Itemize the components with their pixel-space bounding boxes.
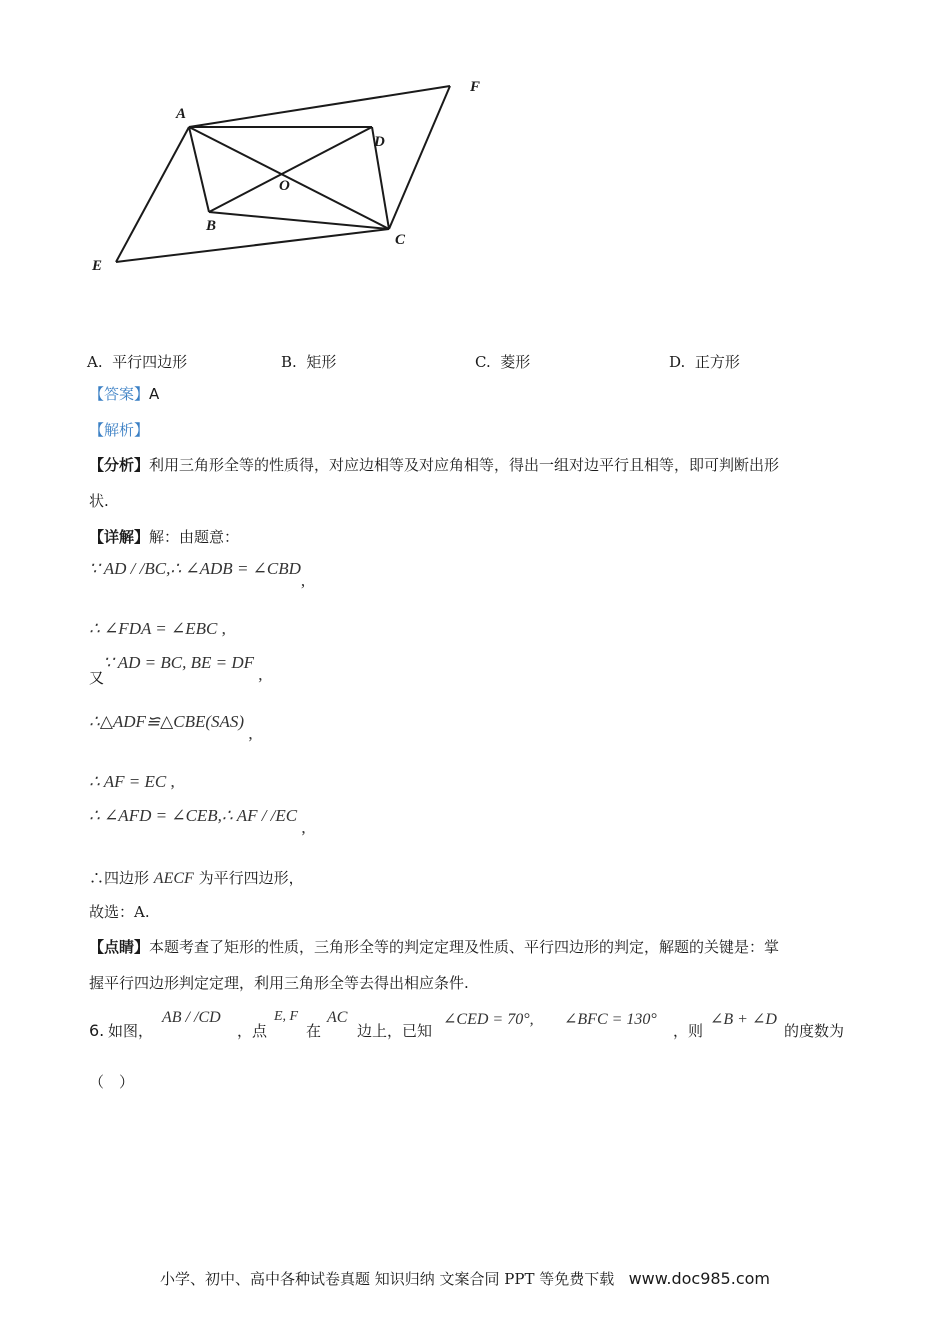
option-d: D. 正方形 <box>669 353 740 371</box>
q6-math-1: AB / /CD <box>162 1009 221 1026</box>
label-b: B <box>206 218 217 234</box>
q6-answer-paren: （ ） <box>89 1073 135 1091</box>
segment-fc <box>389 86 450 229</box>
segment-af <box>189 86 450 127</box>
detail-line: 【详解】解：由题意： <box>89 528 240 546</box>
step-1: ∵ AD / /BC,∴ ∠ADB = ∠CBD, <box>89 559 306 590</box>
fenxi-tag: 【分析】 <box>89 456 150 474</box>
step-4: ∴△ADF≌△CBE(SAS) , <box>89 712 253 743</box>
fenxi-line1: 【分析】利用三角形全等的性质得，对应边相等及对应角相等，得出一组对边平行且相等，即可判断出形 <box>89 456 780 474</box>
q6-math-4: ∠CED = 70°, <box>443 1011 534 1028</box>
step-7: ∴四边形 AECF 为平行四边形， <box>89 869 304 887</box>
q6-math-2: E, F <box>274 1009 299 1024</box>
step-8: 故选：A. <box>89 903 150 921</box>
option-c: C. 菱形 <box>475 353 531 371</box>
answer-value: A <box>149 385 160 403</box>
q6-math-3: AC <box>327 1009 348 1026</box>
label-f: F <box>470 79 481 95</box>
q6-math-5: ∠BFC = 130° <box>564 1011 657 1028</box>
label-d: D <box>374 134 385 150</box>
q6-text-5: ，则 <box>673 1022 704 1040</box>
detail-tag: 【详解】 <box>89 528 150 546</box>
label-o: O <box>279 178 290 194</box>
segment-ab <box>189 127 209 212</box>
step-5: ∴ AF = EC , <box>89 772 175 791</box>
option-b: B. 矩形 <box>281 353 337 371</box>
q6-text-3: 在 <box>306 1022 322 1040</box>
segment-ec <box>116 229 389 262</box>
q6-text-4: 边上，已知 <box>357 1022 433 1040</box>
q6-text-2: ，点 <box>237 1022 268 1040</box>
q6-math-6: ∠B + ∠D <box>710 1011 777 1028</box>
q6-text-1: 如图， <box>108 1022 154 1040</box>
label-c: C <box>395 232 406 248</box>
step-3: ∵ AD = BC, BE = DF , <box>103 653 263 684</box>
comment-tag: 【点睛】 <box>89 938 150 956</box>
step-3-prefix: 又 <box>89 669 105 687</box>
geometry-figure <box>0 0 520 290</box>
label-e: E <box>92 258 103 274</box>
analysis-tag: 【解析】 <box>89 421 150 439</box>
segment-bd <box>209 127 372 212</box>
comment-line1: 【点睛】本题考查了矩形的性质，三角形全等的判定定理及性质、平行四边形的判定，解题的关键是：掌 <box>89 938 780 956</box>
footer <box>160 1268 770 1289</box>
step-6: ∴ ∠AFD = ∠CEB,∴ AF / /EC , <box>89 806 306 837</box>
q6-text-6: 的度数为 <box>784 1022 845 1040</box>
step-2: ∴ ∠FDA = ∠EBC , <box>89 619 226 638</box>
footer-url[interactable]: www.doc985.com <box>628 1269 770 1288</box>
footer-text: 小学、初中、高中各种试卷真题 知识归纳 文案合同 PPT 等免费下载 <box>160 1270 615 1288</box>
segment-ae <box>116 127 189 262</box>
fenxi-line2: 状. <box>89 492 109 510</box>
answer-line <box>89 384 159 404</box>
q6-number: 6. <box>89 1021 105 1040</box>
label-a: A <box>176 106 187 122</box>
option-a: A. 平行四边形 <box>87 353 188 371</box>
comment-line2: 握平行四边形判定定理，利用三角形全等去得出相应条件. <box>89 974 469 992</box>
answer-tag: 【答案】 <box>89 385 150 403</box>
